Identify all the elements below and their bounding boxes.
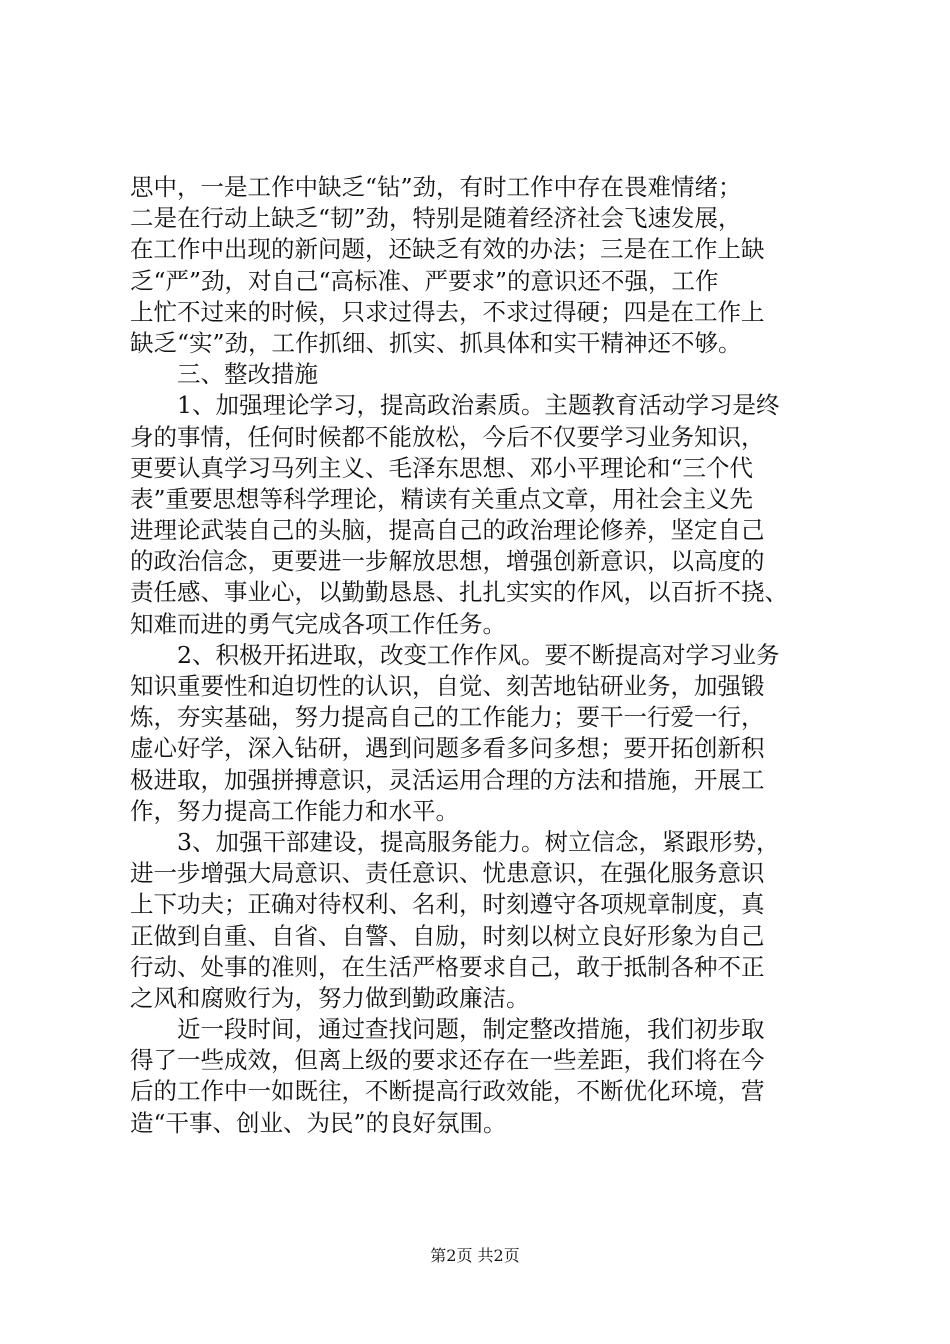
text-line: 更要认真学习马列主义、毛泽东思想、邓小平理论和“三个代 bbox=[130, 453, 754, 482]
text-line: 乏“严”劲，对自己“高标准、严要求”的意识还不强，工作 bbox=[130, 266, 719, 295]
text-line: 知难而进的勇气完成各项工作任务。 bbox=[130, 609, 506, 638]
text-line: 1、加强理论学习，提高政治素质。主题教育活动学习是终 bbox=[177, 391, 780, 420]
text-line: 进一步增强大局意识、责任意识、忧患意识，在强化服务意识 bbox=[130, 859, 765, 888]
text-line: 在工作中出现的新问题，还缺乏有效的办法；三是在工作上缺 bbox=[130, 235, 765, 264]
text-line: 知识重要性和迫切性的认识，自觉、刻苦地钻研业务，加强锻 bbox=[130, 672, 765, 700]
text-line: 责任感、事业心，以勤勤恳恳、扎扎实实的作风，以百折不挠、 bbox=[130, 578, 788, 607]
section-heading: 三、整改措施 bbox=[177, 360, 318, 389]
text-line: 之风和腐败行为，努力做到勤政廉洁。 bbox=[130, 983, 530, 1012]
text-line: 的政治信念，更要进一步解放思想，增强创新意识，以高度的 bbox=[130, 547, 765, 576]
text-line: 行动、处事的准则，在生活严格要求自己，敢于抵制各种不正 bbox=[130, 952, 765, 981]
text-line: 炼，夯实基础，努力提高自己的工作能力；要干一行爱一行， bbox=[130, 703, 765, 732]
text-line: 进理论武装自己的头脑，提高自己的政治理论修养，坚定自己 bbox=[130, 516, 765, 545]
page-footer bbox=[0, 1243, 950, 1266]
document-body bbox=[130, 172, 830, 1139]
text-line: 3、加强干部建设，提高服务能力。树立信念，紧跟形势， bbox=[177, 827, 780, 856]
text-line: 造“干事、创业、为民”的良好氛围。 bbox=[130, 1108, 507, 1137]
text-line: 正做到自重、自省、自警、自励，时刻以树立良好形象为自己 bbox=[130, 921, 765, 950]
text-line: 极进取，加强拼搏意识，灵活运用合理的方法和措施，开展工 bbox=[130, 765, 765, 794]
text-line: 后的工作中一如既往，不断提高行政效能，不断优化环境，营 bbox=[130, 1077, 765, 1106]
text-line: 身的事情，任何时候都不能放松，今后不仅要学习业务知识， bbox=[130, 422, 765, 451]
text-line: 上下功夫；正确对待权利、名利，时刻遵守各项规章制度，真 bbox=[130, 890, 765, 919]
text-line: 虚心好学，深入钻研，遇到问题多看多问多想；要开拓创新积 bbox=[130, 734, 765, 763]
page-number-label: 第2页 共2页 bbox=[430, 1246, 520, 1265]
text-line: 得了一些成效，但离上级的要求还存在一些差距，我们将在今 bbox=[130, 1046, 765, 1075]
text-line: 近一段时间，通过查找问题，制定整改措施，我们初步取 bbox=[177, 1015, 765, 1044]
text-line: 二是在行动上缺乏“韧”劲，特别是随着经济社会飞速发展， bbox=[130, 204, 742, 233]
text-line: 上忙不过来的时候，只求过得去，不求过得硬；四是在工作上 bbox=[130, 297, 765, 326]
text-line: 作，努力提高工作能力和水平。 bbox=[130, 796, 459, 825]
text-line: 2、积极开拓进取，改变工作作风。要不断提高对学习业务 bbox=[177, 640, 780, 669]
text-line: 思中，一是工作中缺乏“钻”劲，有时工作中存在畏难情绪； bbox=[130, 173, 742, 201]
text-line: 缺乏“实”劲，工作抓细、抓实、抓具体和实干精神还不够。 bbox=[130, 328, 742, 357]
text-line: 表”重要思想等科学理论，精读有关重点文章，用社会主义先 bbox=[130, 484, 754, 513]
